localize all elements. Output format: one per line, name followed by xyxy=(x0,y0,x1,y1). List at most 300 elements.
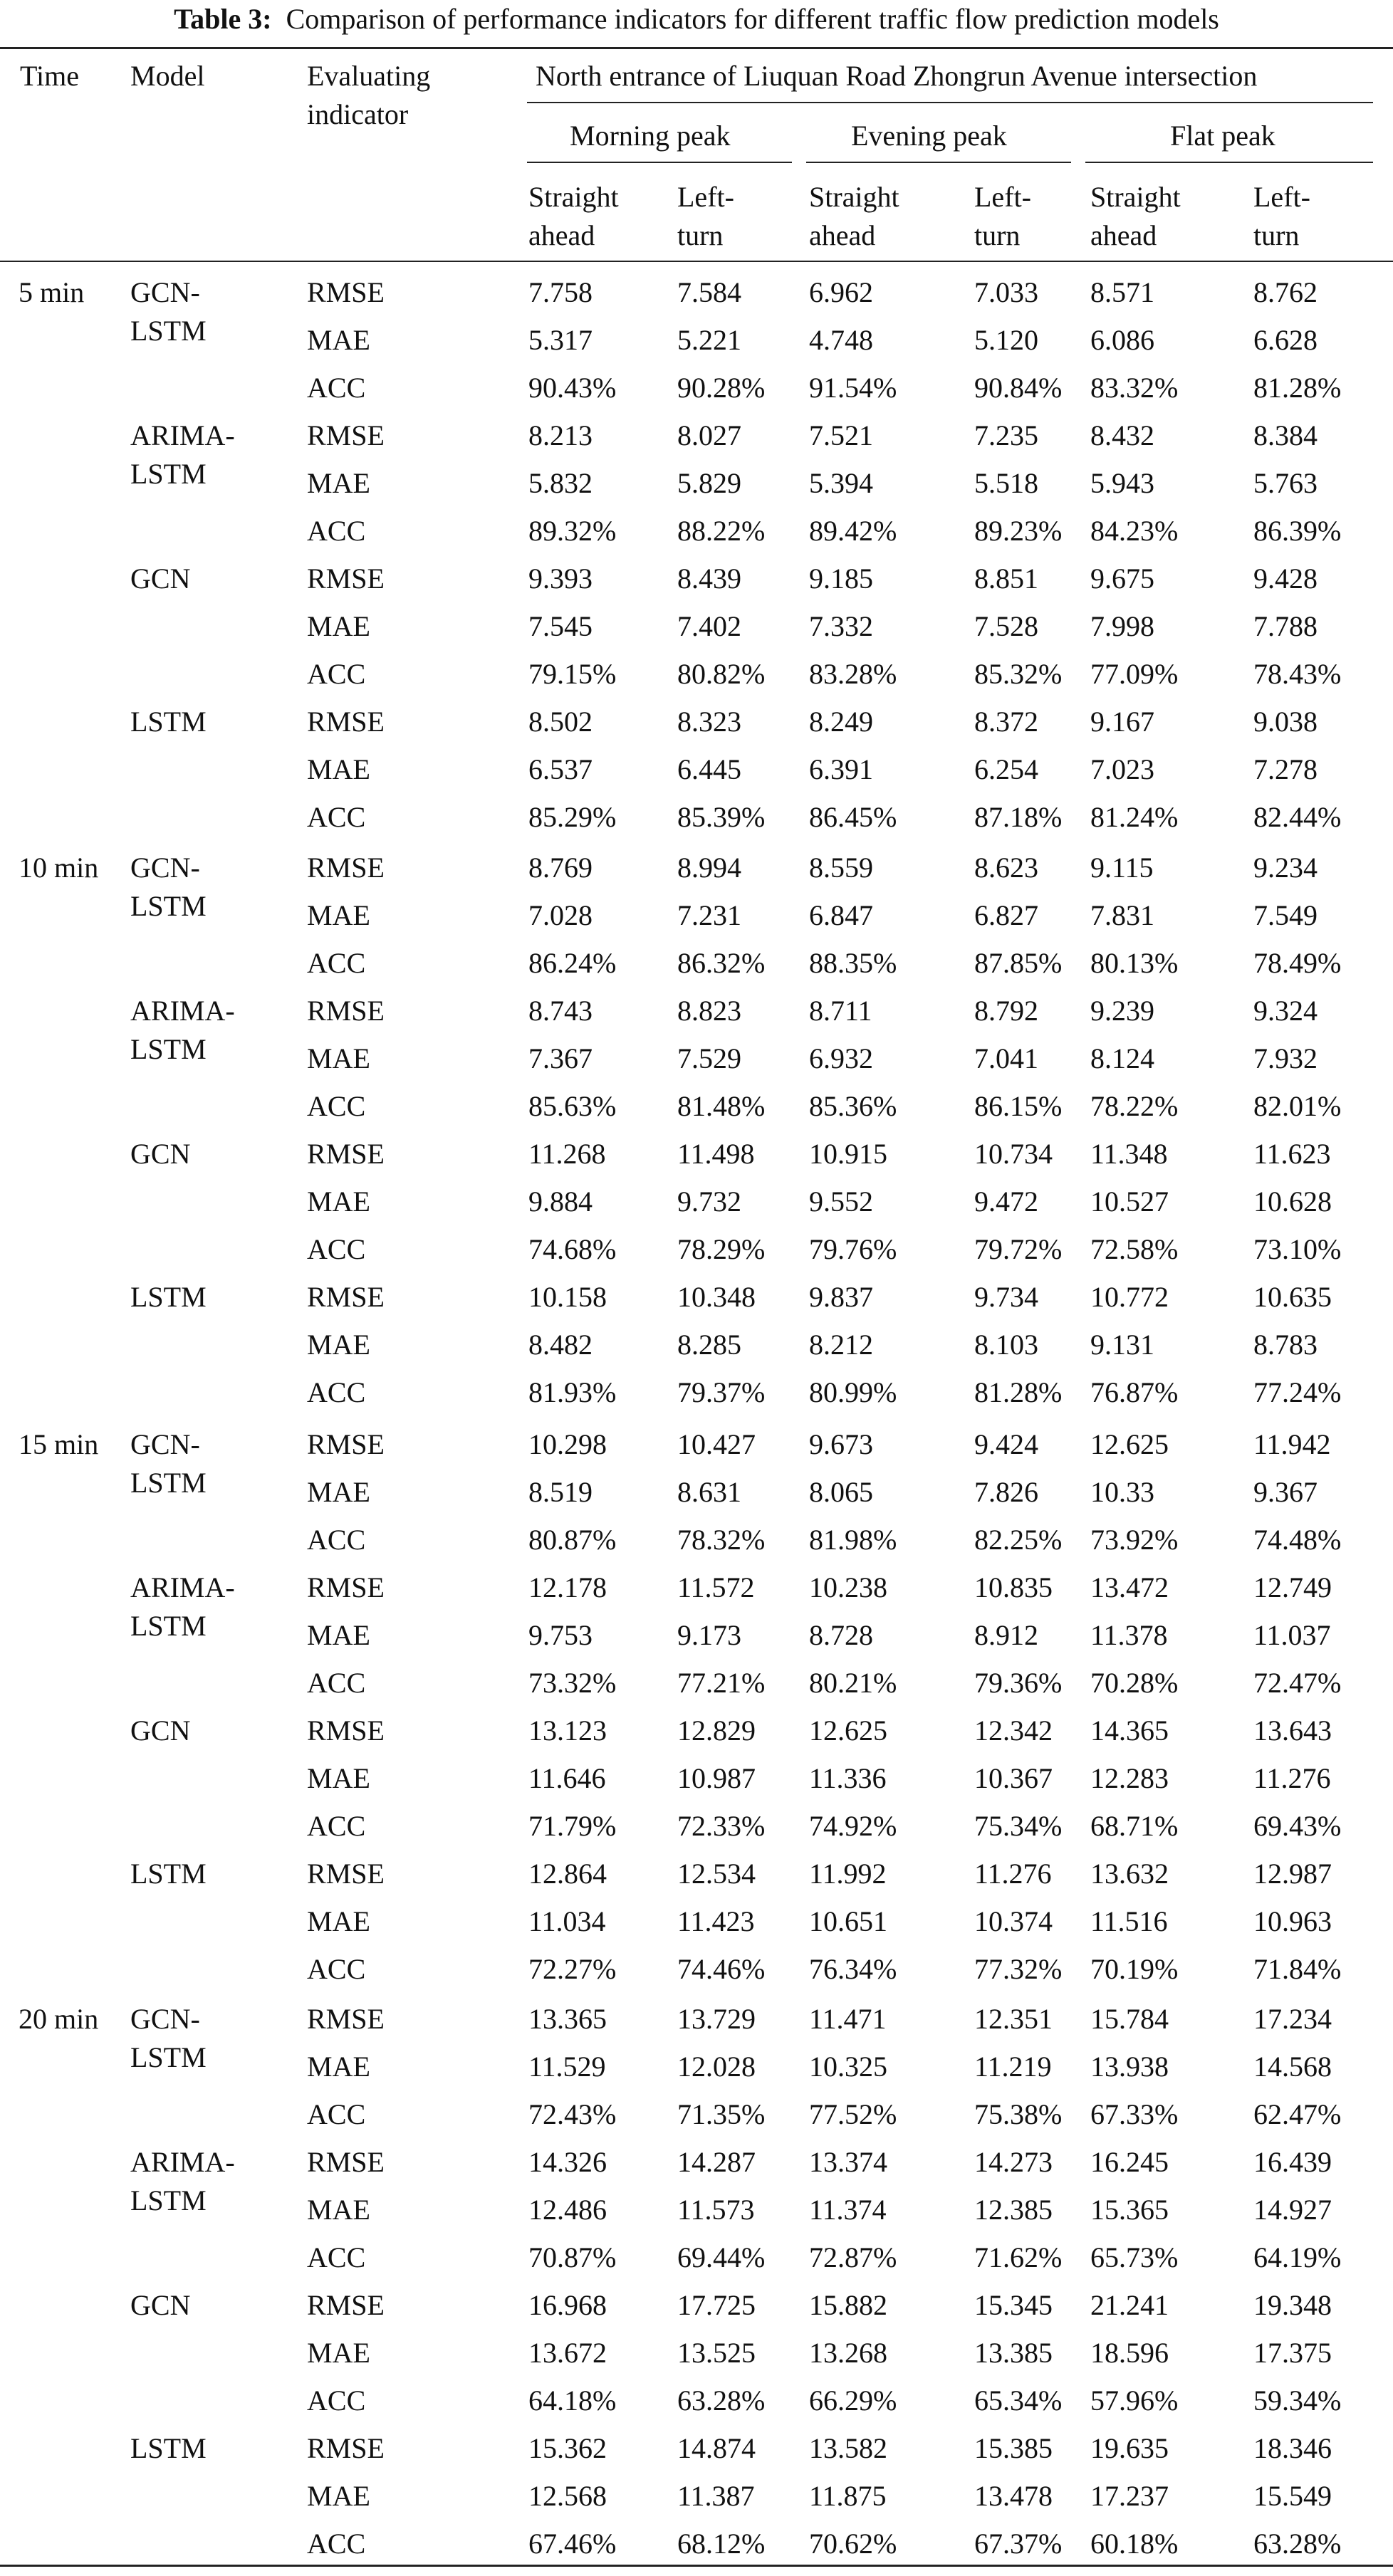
metric-label: ACC xyxy=(307,947,366,979)
table-cell: 13.643 xyxy=(1253,1714,1332,1747)
model-name: ARIMA- xyxy=(130,1571,235,1603)
table-cell: 81.93% xyxy=(528,1376,617,1408)
table-cell: 78.43% xyxy=(1253,658,1342,690)
time-label: 15 min xyxy=(19,1428,99,1460)
metric-label: ACC xyxy=(307,2528,366,2560)
table-cell: 15.365 xyxy=(1090,2194,1169,2226)
metric-label: MAE xyxy=(307,467,370,499)
table-cell: 86.39% xyxy=(1253,515,1342,547)
period-underline-morning xyxy=(527,162,792,163)
table-cell: 57.96% xyxy=(1090,2384,1179,2417)
metric-label: RMSE xyxy=(307,1714,385,1747)
table-cell: 17.725 xyxy=(677,2289,756,2321)
header-direction-4-line2: ahead xyxy=(1090,219,1157,251)
table-cell: 8.213 xyxy=(528,419,593,451)
table-cell: 7.332 xyxy=(809,610,873,642)
table-cell: 71.35% xyxy=(677,2098,766,2130)
metric-label: RMSE xyxy=(307,1428,385,1460)
table-cell: 11.348 xyxy=(1090,1138,1168,1170)
table-cell: 9.472 xyxy=(974,1185,1038,1218)
metric-label: RMSE xyxy=(307,2146,385,2178)
table-cell: 8.285 xyxy=(677,1329,741,1361)
table-cell: 14.927 xyxy=(1253,2194,1332,2226)
table-cell: 85.36% xyxy=(809,1090,897,1122)
table-cell: 60.18% xyxy=(1090,2528,1179,2560)
table-cell: 9.428 xyxy=(1253,562,1318,595)
metric-label: MAE xyxy=(307,1762,370,1794)
table-cell: 11.516 xyxy=(1090,1905,1168,1937)
table-cell: 15.385 xyxy=(974,2432,1053,2464)
table-cell: 63.28% xyxy=(677,2384,766,2417)
table-cell: 5.120 xyxy=(974,324,1038,356)
table-cell: 74.68% xyxy=(528,1233,617,1265)
table-cell: 13.268 xyxy=(809,2337,887,2369)
header-direction-1-line2: turn xyxy=(677,219,724,251)
table-cell: 8.519 xyxy=(528,1476,593,1508)
metric-label: RMSE xyxy=(307,852,385,884)
metric-label: RMSE xyxy=(307,276,385,308)
metric-label: ACC xyxy=(307,1524,366,1556)
table-cell: 86.15% xyxy=(974,1090,1063,1122)
table-cell: 79.72% xyxy=(974,1233,1063,1265)
table-cell: 67.37% xyxy=(974,2528,1063,2560)
table-cell: 12.283 xyxy=(1090,1762,1169,1794)
table-cell: 12.534 xyxy=(677,1858,756,1890)
table-cell: 8.792 xyxy=(974,995,1038,1027)
metric-label: ACC xyxy=(307,1667,366,1699)
table-cell: 8.027 xyxy=(677,419,741,451)
model-name: GCN xyxy=(130,1138,191,1170)
table-cell: 74.48% xyxy=(1253,1524,1342,1556)
table-cell: 81.98% xyxy=(809,1524,897,1556)
model-name: GCN- xyxy=(130,2003,200,2035)
model-name: LSTM xyxy=(130,1858,207,1890)
table-cell: 12.028 xyxy=(677,2051,756,2083)
table-cell: 7.549 xyxy=(1253,899,1318,931)
table-cell: 72.58% xyxy=(1090,1233,1179,1265)
table-cell: 9.324 xyxy=(1253,995,1318,1027)
table-cell: 18.596 xyxy=(1090,2337,1169,2369)
model-name: LSTM xyxy=(130,890,207,922)
table-cell: 77.21% xyxy=(677,1667,766,1699)
table-cell: 90.28% xyxy=(677,372,766,404)
table-cell: 5.518 xyxy=(974,467,1038,499)
table-cell: 7.831 xyxy=(1090,899,1154,931)
table-cell: 10.527 xyxy=(1090,1185,1169,1218)
table-cell: 15.784 xyxy=(1090,2003,1169,2035)
table-cell: 9.234 xyxy=(1253,852,1318,884)
table-cell: 77.52% xyxy=(809,2098,897,2130)
table-cell: 72.87% xyxy=(809,2241,897,2273)
table-cell: 14.365 xyxy=(1090,1714,1169,1747)
table-cell: 5.317 xyxy=(528,324,593,356)
metric-label: ACC xyxy=(307,2384,366,2417)
table-cell: 74.92% xyxy=(809,1810,897,1842)
metric-label: MAE xyxy=(307,1476,370,1508)
table-cell: 11.573 xyxy=(677,2194,755,2226)
table-cell: 16.439 xyxy=(1253,2146,1332,2178)
metric-label: ACC xyxy=(307,2241,366,2273)
table-cell: 9.115 xyxy=(1090,852,1154,884)
table-cell: 12.625 xyxy=(809,1714,887,1747)
table-cell: 67.33% xyxy=(1090,2098,1179,2130)
table-cell: 82.25% xyxy=(974,1524,1063,1556)
metric-label: RMSE xyxy=(307,2289,385,2321)
table-cell: 7.023 xyxy=(1090,753,1154,785)
table-cell: 6.254 xyxy=(974,753,1038,785)
table-cell: 11.992 xyxy=(809,1858,887,1890)
table-cell: 10.635 xyxy=(1253,1281,1332,1313)
table-cell: 72.47% xyxy=(1253,1667,1342,1699)
table-cell: 8.994 xyxy=(677,852,741,884)
model-name: GCN- xyxy=(130,852,200,884)
table-cell: 11.942 xyxy=(1253,1428,1331,1460)
metric-label: MAE xyxy=(307,1619,370,1651)
table-cell: 10.367 xyxy=(974,1762,1053,1794)
metric-label: ACC xyxy=(307,801,366,833)
table-cell: 77.24% xyxy=(1253,1376,1342,1408)
table-cell: 10.987 xyxy=(677,1762,756,1794)
model-name: GCN xyxy=(130,1714,191,1747)
table-cell: 64.19% xyxy=(1253,2241,1342,2273)
table-cell: 6.086 xyxy=(1090,324,1154,356)
metric-label: ACC xyxy=(307,1090,366,1122)
table-cell: 82.01% xyxy=(1253,1090,1342,1122)
table-cell: 84.23% xyxy=(1090,515,1179,547)
table-cell: 81.24% xyxy=(1090,801,1179,833)
table-cell: 85.39% xyxy=(677,801,766,833)
table-cell: 11.276 xyxy=(1253,1762,1331,1794)
table-cell: 8.711 xyxy=(809,995,872,1027)
table-cell: 7.584 xyxy=(677,276,741,308)
time-label: 20 min xyxy=(19,2003,99,2035)
metric-label: MAE xyxy=(307,899,370,931)
model-name: GCN xyxy=(130,2289,191,2321)
table-cell: 9.131 xyxy=(1090,1329,1154,1361)
table-cell: 79.15% xyxy=(528,658,617,690)
model-name: LSTM xyxy=(130,1467,207,1499)
table-cell: 8.502 xyxy=(528,706,593,738)
table-cell: 8.851 xyxy=(974,562,1038,595)
table-cell: 15.345 xyxy=(974,2289,1053,2321)
table-cell: 13.374 xyxy=(809,2146,887,2178)
table-cell: 8.559 xyxy=(809,852,873,884)
table-cell: 90.43% xyxy=(528,372,617,404)
table-cell: 7.028 xyxy=(528,899,593,931)
table-cell: 18.346 xyxy=(1253,2432,1332,2464)
table-cell: 7.528 xyxy=(974,610,1038,642)
table-cell: 86.24% xyxy=(528,947,617,979)
table-cell: 74.46% xyxy=(677,1953,766,1985)
header-indicator-line1: Evaluating xyxy=(307,60,431,92)
metric-label: RMSE xyxy=(307,1138,385,1170)
table-cell: 11.529 xyxy=(528,2051,606,2083)
metric-label: ACC xyxy=(307,515,366,547)
table-cell: 7.529 xyxy=(677,1042,741,1074)
table-cell: 11.572 xyxy=(677,1571,755,1603)
table-cell: 7.367 xyxy=(528,1042,593,1074)
metric-label: MAE xyxy=(307,2051,370,2083)
table-cell: 12.829 xyxy=(677,1714,756,1747)
table-cell: 85.29% xyxy=(528,801,617,833)
table-cell: 13.672 xyxy=(528,2337,607,2369)
model-name: LSTM xyxy=(130,1033,207,1065)
metric-label: RMSE xyxy=(307,419,385,451)
table-cell: 6.628 xyxy=(1253,324,1318,356)
table-cell: 89.32% xyxy=(528,515,617,547)
model-name: LSTM xyxy=(130,1610,207,1642)
metric-label: RMSE xyxy=(307,2003,385,2035)
table-cell: 9.173 xyxy=(677,1619,741,1651)
top-rule xyxy=(0,47,1393,49)
header-direction-3-line1: Left- xyxy=(974,181,1031,213)
table-cell: 78.22% xyxy=(1090,1090,1179,1122)
table-cell: 10.651 xyxy=(809,1905,887,1937)
table-cell: 64.18% xyxy=(528,2384,617,2417)
model-name: GCN xyxy=(130,562,191,595)
table-cell: 8.432 xyxy=(1090,419,1154,451)
table-cell: 88.35% xyxy=(809,947,897,979)
model-name: ARIMA- xyxy=(130,995,235,1027)
table-cell: 8.323 xyxy=(677,706,741,738)
model-name: LSTM xyxy=(130,2432,207,2464)
metric-label: MAE xyxy=(307,1185,370,1218)
table-cell: 9.552 xyxy=(809,1185,873,1218)
table-cell: 14.568 xyxy=(1253,2051,1332,2083)
metric-label: RMSE xyxy=(307,995,385,1027)
table-cell: 5.763 xyxy=(1253,467,1318,499)
table-cell: 72.27% xyxy=(528,1953,617,1985)
table-cell: 8.912 xyxy=(974,1619,1038,1651)
table-cell: 85.63% xyxy=(528,1090,617,1122)
table-cell: 6.962 xyxy=(809,276,873,308)
header-period-evening: Evening peak xyxy=(851,120,1007,152)
table-cell: 11.378 xyxy=(1090,1619,1168,1651)
table-cell: 10.325 xyxy=(809,2051,887,2083)
bottom-rule xyxy=(0,2565,1393,2567)
table-cell: 8.623 xyxy=(974,852,1038,884)
table-cell: 67.46% xyxy=(528,2528,617,2560)
table-cell: 10.734 xyxy=(974,1138,1053,1170)
table-cell: 87.18% xyxy=(974,801,1063,833)
table-cell: 73.92% xyxy=(1090,1524,1179,1556)
header-direction-1-line1: Left- xyxy=(677,181,734,213)
table-cell: 8.124 xyxy=(1090,1042,1154,1074)
metric-label: RMSE xyxy=(307,1858,385,1890)
header-location: North entrance of Liuquan Road Zhongrun Avenue intersection xyxy=(536,60,1258,92)
table-cell: 70.28% xyxy=(1090,1667,1179,1699)
table-cell: 7.932 xyxy=(1253,1042,1318,1074)
table-cell: 7.521 xyxy=(809,419,873,451)
table-cell: 9.837 xyxy=(809,1281,873,1313)
header-direction-2-line2: ahead xyxy=(809,219,876,251)
model-name: ARIMA- xyxy=(130,2146,235,2178)
table-cell: 10.628 xyxy=(1253,1185,1332,1218)
table-cell: 87.85% xyxy=(974,947,1063,979)
metric-label: MAE xyxy=(307,610,370,642)
table-cell: 5.221 xyxy=(677,324,741,356)
table-cell: 81.28% xyxy=(1253,372,1342,404)
table-cell: 8.249 xyxy=(809,706,873,738)
metric-label: MAE xyxy=(307,1042,370,1074)
header-time: Time xyxy=(20,60,80,92)
table-cell: 19.348 xyxy=(1253,2289,1332,2321)
table-cell: 8.823 xyxy=(677,995,741,1027)
table-cell: 9.424 xyxy=(974,1428,1038,1460)
table-cell: 11.646 xyxy=(528,1762,606,1794)
table-cell: 10.772 xyxy=(1090,1281,1169,1313)
table-cell: 16.968 xyxy=(528,2289,607,2321)
table-cell: 89.42% xyxy=(809,515,897,547)
table-cell: 71.62% xyxy=(974,2241,1063,2273)
table-caption-text: Comparison of performance indicators for different traffic flow prediction models xyxy=(286,3,1219,35)
metric-label: MAE xyxy=(307,2480,370,2512)
table-cell: 83.28% xyxy=(809,658,897,690)
table-cell: 10.158 xyxy=(528,1281,607,1313)
table-cell: 5.943 xyxy=(1090,467,1154,499)
table-cell: 77.32% xyxy=(974,1953,1063,1985)
metric-label: ACC xyxy=(307,372,366,404)
location-underline xyxy=(527,102,1373,103)
table-cell: 12.385 xyxy=(974,2194,1053,2226)
header-indicator-line2: indicator xyxy=(307,98,409,130)
table-cell: 69.44% xyxy=(677,2241,766,2273)
table-cell: 11.498 xyxy=(677,1138,755,1170)
table-cell: 8.065 xyxy=(809,1476,873,1508)
table-cell: 4.748 xyxy=(809,324,873,356)
table-cell: 80.82% xyxy=(677,658,766,690)
table-cell: 78.49% xyxy=(1253,947,1342,979)
model-name: LSTM xyxy=(130,706,207,738)
table-cell: 68.12% xyxy=(677,2528,766,2560)
table-cell: 7.788 xyxy=(1253,610,1318,642)
table-cell: 7.235 xyxy=(974,419,1038,451)
header-direction-0-line2: ahead xyxy=(528,219,595,251)
table-cell: 6.827 xyxy=(974,899,1038,931)
table-cell: 75.38% xyxy=(974,2098,1063,2130)
table-cell: 11.374 xyxy=(809,2194,887,2226)
table-cell: 13.472 xyxy=(1090,1571,1169,1603)
model-name: ARIMA- xyxy=(130,419,235,451)
metric-label: ACC xyxy=(307,1810,366,1842)
table-cell: 12.864 xyxy=(528,1858,607,1890)
table-cell: 65.34% xyxy=(974,2384,1063,2417)
metric-label: MAE xyxy=(307,2194,370,2226)
table-cell: 80.13% xyxy=(1090,947,1179,979)
table-cell: 15.882 xyxy=(809,2289,887,2321)
header-direction-0-line1: Straight xyxy=(528,181,619,213)
table-cell: 80.87% xyxy=(528,1524,617,1556)
table-cell: 9.185 xyxy=(809,562,873,595)
header-bottom-rule xyxy=(0,261,1393,262)
table-cell: 66.29% xyxy=(809,2384,897,2417)
table-cell: 14.326 xyxy=(528,2146,607,2178)
model-name: LSTM xyxy=(130,2041,207,2073)
table-cell: 12.351 xyxy=(974,2003,1053,2035)
table-cell: 13.729 xyxy=(677,2003,756,2035)
table-cell: 80.21% xyxy=(809,1667,897,1699)
table-cell: 11.276 xyxy=(974,1858,1052,1890)
table-cell: 80.99% xyxy=(809,1376,897,1408)
table-cell: 5.829 xyxy=(677,467,741,499)
model-name: GCN- xyxy=(130,1428,200,1460)
table-cell: 70.87% xyxy=(528,2241,617,2273)
table-cell: 9.734 xyxy=(974,1281,1038,1313)
metric-label: MAE xyxy=(307,324,370,356)
table-cell: 9.239 xyxy=(1090,995,1154,1027)
table-cell: 10.374 xyxy=(974,1905,1053,1937)
table-cell: 78.32% xyxy=(677,1524,766,1556)
table-cell: 13.365 xyxy=(528,2003,607,2035)
table-cell: 14.287 xyxy=(677,2146,756,2178)
table-cell: 17.234 xyxy=(1253,2003,1332,2035)
table-cell: 8.212 xyxy=(809,1329,873,1361)
table-cell: 13.525 xyxy=(677,2337,756,2369)
table-cell: 88.22% xyxy=(677,515,766,547)
metric-label: MAE xyxy=(307,2337,370,2369)
table-cell: 13.938 xyxy=(1090,2051,1169,2083)
table-cell: 68.71% xyxy=(1090,1810,1179,1842)
table-cell: 15.362 xyxy=(528,2432,607,2464)
table-cell: 12.568 xyxy=(528,2480,607,2512)
table-cell: 8.384 xyxy=(1253,419,1318,451)
table-cell: 9.675 xyxy=(1090,562,1154,595)
header-direction-2-line1: Straight xyxy=(809,181,899,213)
metric-label: RMSE xyxy=(307,562,385,595)
table-cell: 70.62% xyxy=(809,2528,897,2560)
table-cell: 73.32% xyxy=(528,1667,617,1699)
header-direction-5-line2: turn xyxy=(1253,219,1300,251)
table-cell: 81.48% xyxy=(677,1090,766,1122)
table-cell: 6.847 xyxy=(809,899,873,931)
metric-label: RMSE xyxy=(307,2432,385,2464)
table-cell: 79.37% xyxy=(677,1376,766,1408)
table-cell: 12.749 xyxy=(1253,1571,1332,1603)
table-cell: 10.427 xyxy=(677,1428,756,1460)
metric-label: ACC xyxy=(307,2098,366,2130)
table-cell: 7.998 xyxy=(1090,610,1154,642)
time-label: 5 min xyxy=(19,276,85,308)
table-caption xyxy=(0,1,1393,37)
table-cell: 7.278 xyxy=(1253,753,1318,785)
table-cell: 17.375 xyxy=(1253,2337,1332,2369)
table-cell: 9.367 xyxy=(1253,1476,1318,1508)
table-cell: 5.394 xyxy=(809,467,873,499)
table-cell: 90.84% xyxy=(974,372,1063,404)
table-cell: 7.402 xyxy=(677,610,741,642)
model-name: GCN- xyxy=(130,276,200,308)
table-cell: 12.486 xyxy=(528,2194,607,2226)
table-cell: 71.84% xyxy=(1253,1953,1342,1985)
table-cell: 11.423 xyxy=(677,1905,755,1937)
table-cell: 8.439 xyxy=(677,562,741,595)
table-cell: 7.545 xyxy=(528,610,593,642)
table-cell: 7.041 xyxy=(974,1042,1038,1074)
table-cell: 17.237 xyxy=(1090,2480,1169,2512)
table-cell: 8.372 xyxy=(974,706,1038,738)
table-cell: 6.391 xyxy=(809,753,873,785)
table-cell: 12.987 xyxy=(1253,1858,1332,1890)
table-cell: 69.43% xyxy=(1253,1810,1342,1842)
table-cell: 85.32% xyxy=(974,658,1063,690)
table-cell: 11.219 xyxy=(974,2051,1052,2083)
table-cell: 9.732 xyxy=(677,1185,741,1218)
metric-label: MAE xyxy=(307,1329,370,1361)
header-model: Model xyxy=(130,60,205,92)
model-name: LSTM xyxy=(130,2184,207,2216)
period-underline-evening xyxy=(806,162,1071,163)
table-cell: 71.79% xyxy=(528,1810,617,1842)
